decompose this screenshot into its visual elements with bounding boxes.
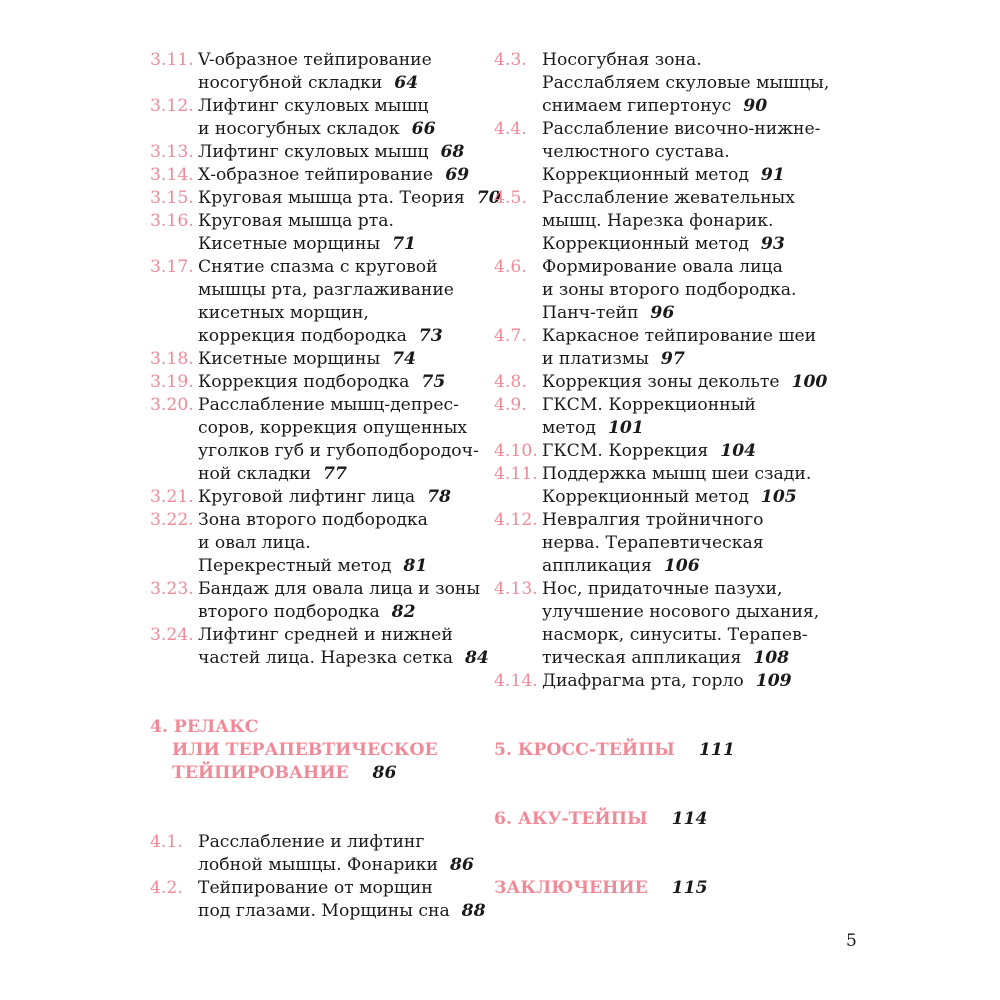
entry-title-line: Перекрестный метод 81 [198,556,428,576]
entry-title-line: Коррекционный метод 91 [542,165,785,185]
entry-number: 4.5. [494,188,527,208]
toc-entry[interactable] [494,325,834,371]
entry-number: 3.19. [150,372,194,392]
entry-page-number: 69 [445,165,470,185]
toc-entry[interactable] [494,118,834,187]
entry-number: 4.3. [494,50,527,70]
entry-page-number: 96 [650,303,675,323]
entry-number: 4.10. [494,441,538,461]
entry-title-line: частей лица. Нарезка сетка 84 [198,648,489,668]
toc-left-column [150,49,501,923]
entry-title-line: и овал лица. [198,533,311,553]
entry-title-line: и зоны второго подбородка. [542,280,797,300]
entry-title-line: кисетных морщин, [198,303,369,323]
entry-title-line: Расслабление жевательных [542,188,795,208]
entry-title [198,95,480,141]
entry-title-line: Формирование овала лица [542,257,783,277]
entry-number: 4.1. [150,832,183,852]
entry-number: 4.11. [494,464,538,484]
entry-title [198,578,480,624]
entry-page-number: 108 [753,648,790,668]
entry-title [542,371,834,394]
entry-title [542,49,834,118]
section-title-line: 6. АКУ-ТЕЙПЫ 114 [494,809,708,829]
entry-number: 3.13. [150,142,194,162]
entry-page-number: 71 [392,234,417,254]
entry-title-line: Панч-тейп 96 [542,303,675,323]
entry-title-line: Носогубная зона. [542,50,702,70]
entry-page-number: 68 [440,142,465,162]
spacer [150,785,480,831]
section-title-line: ТЕЙПИРОВАНИЕ 86 [172,763,397,783]
entry-title-line: Лифтинг скуловых мышц [198,96,429,116]
entry-title-line: Нос, придаточные пазухи, [542,579,783,599]
entry-title [198,256,480,348]
entry-number: 3.24. [150,625,194,645]
entry-title-line: метод 101 [542,418,644,438]
entry-title-line: челюстного сустава. [542,142,730,162]
entry-title [198,49,480,95]
entry-number: 4.7. [494,326,527,346]
toc-entry[interactable] [150,95,480,141]
entry-page-number: 88 [461,901,486,921]
entry-number: 3.11. [150,50,194,70]
toc-group-chapter-4-start [150,831,486,923]
toc-entry[interactable] [150,371,480,394]
entry-title [198,486,480,509]
entry-title-line: V-образное тейпирование [198,50,432,70]
entry-title-line: тическая аппликация 108 [542,648,790,668]
entry-title [542,578,834,670]
entry-title [198,187,501,210]
entry-title [198,348,480,371]
toc-entry[interactable] [150,578,480,624]
section-title-line: 5. КРОСС-ТЕЙПЫ 111 [494,740,735,760]
entry-number: 3.14. [150,165,194,185]
entry-number: 4.6. [494,257,527,277]
toc-group-chapter-4 [494,49,834,693]
entry-title-line: Каркасное тейпирование шеи [542,326,817,346]
toc-entry[interactable] [150,49,480,95]
toc-entry[interactable] [494,394,834,440]
entry-title-line: мышцы рта, разглаживание [198,280,454,300]
toc-entry[interactable] [150,509,480,578]
spacer [494,831,834,877]
entry-title-line: Расслабление височно-нижне- [542,119,821,139]
toc-entry[interactable] [150,877,486,923]
toc-entry[interactable] [494,670,834,693]
entry-number: 3.18. [150,349,194,369]
spacer [150,670,480,716]
entry-page-number: 78 [427,487,451,507]
entry-title [198,394,480,486]
entry-number: 4.4. [494,119,527,139]
entry-page-number: 109 [755,671,792,691]
entry-title-line: Круговая мышца рта. Теория 70 [198,188,501,208]
entry-title-line: Невралгия тройничного [542,510,764,530]
entry-title [542,118,834,187]
spacer [494,762,834,808]
entry-title [198,624,489,670]
toc-entry[interactable] [494,509,834,578]
entry-number: 3.22. [150,510,194,530]
entry-title-line: Расслабляем скуловые мышцы, [542,73,830,93]
entry-number: 4.14. [494,671,538,691]
entry-title-line: Расслабление мышц-депрес- [198,395,459,415]
entry-title [198,371,480,394]
entry-page-number: 81 [403,556,428,576]
entry-page-number: 77 [323,464,347,484]
entry-title-line: нерва. Терапевтическая [542,533,764,553]
entry-title-line: Круговая мышца рта. [198,211,395,231]
toc-entry[interactable] [150,141,480,164]
toc-entry[interactable] [494,371,834,394]
entry-title-line: Коррекция подбородка 75 [198,372,446,392]
entry-title-line: Коррекционный метод 93 [542,234,785,254]
entry-page-number: 66 [411,119,436,139]
entry-title-line: под глазами. Морщины сна 88 [198,901,486,921]
entry-title [542,463,834,509]
entry-number: 4.12. [494,510,538,530]
toc-entry[interactable] [150,486,480,509]
entry-title-line: Тейпирование от морщин [198,878,433,898]
entry-title-line: носогубной складки 64 [198,73,419,93]
section-page-number: 114 [671,809,708,829]
entry-page-number: 106 [663,556,700,576]
toc-entry[interactable] [150,164,480,187]
entry-title-line: Коррекционный метод 105 [542,487,797,507]
entry-number: 3.16. [150,211,194,231]
entry-title-line: насморк, синуситы. Терапев- [542,625,808,645]
section-page-number: 86 [372,763,397,783]
entry-page-number: 93 [760,234,785,254]
entry-title-line: Снятие спазма с круговой [198,257,438,277]
toc-group-chapter-3 [150,49,501,670]
entry-title-line: Кисетные морщины 74 [198,349,417,369]
entry-title-line: аппликация 106 [542,556,700,576]
entry-title [198,210,480,256]
entry-page-number: 90 [743,96,768,116]
entry-title-line: снимаем гипертонус 90 [542,96,768,116]
entry-title-line: уголков губ и губоподбородоч- [198,441,479,461]
entry-number: 3.21. [150,487,194,507]
entry-page-number: 101 [607,418,644,438]
section-heading-4[interactable] [150,716,480,785]
entry-title-line: Расслабление и лифтинг [198,832,425,852]
entry-title [542,670,834,693]
entry-number: 4.13. [494,579,538,599]
section-heading-6[interactable] [494,808,834,831]
entry-page-number: 86 [449,855,474,875]
entry-title-line: Х-образное тейпирование 69 [198,165,470,185]
entry-number: 3.12. [150,96,194,116]
entry-number: 4.2. [150,878,183,898]
entry-page-number: 105 [760,487,797,507]
toc-entry[interactable] [494,440,834,463]
toc-entry[interactable] [150,624,489,670]
entry-page-number: 100 [791,372,828,392]
entry-title-line: и платизмы 97 [542,349,685,369]
page-number: 5 [846,931,857,951]
toc-right-column [494,49,834,900]
entry-page-number: 84 [464,648,489,668]
entry-title [198,509,480,578]
entry-title-line: Зона второго подбородка [198,510,428,530]
entry-page-number: 75 [421,372,446,392]
entry-title [198,831,480,877]
entry-title-line: лобной мышцы. Фонарики 86 [198,855,474,875]
entry-page-number: 73 [418,326,443,346]
entry-title-line: Бандаж для овала лица и зоны [198,579,481,599]
entry-title-line: соров, коррекция опущенных [198,418,468,438]
entry-title [542,440,834,463]
entry-title-line: ной складки 77 [198,464,347,484]
entry-title-line: Диафрагма рта, горло 109 [542,671,792,691]
toc-entry[interactable] [150,210,480,256]
section-title-line: 4. РЕЛАКС [150,717,259,737]
toc-entry[interactable] [150,256,480,348]
entry-title-line: Круговой лифтинг лица 78 [198,487,451,507]
entry-title-line: Поддержка мышц шеи сзади. [542,464,812,484]
entry-title-line: мышц. Нарезка фонарик. [542,211,774,231]
entry-number: 3.23. [150,579,194,599]
entry-page-number: 104 [720,441,757,461]
entry-title-line: Кисетные морщины 71 [198,234,417,254]
entry-number: 3.20. [150,395,194,415]
entry-title-line: и носогубных складок 66 [198,119,436,139]
entry-number: 3.17. [150,257,194,277]
entry-title [542,325,834,371]
toc-entry[interactable] [150,831,480,877]
entry-title [198,164,480,187]
entry-page-number: 91 [760,165,785,185]
section-heading-5[interactable] [494,739,834,762]
entry-number: 4.8. [494,372,527,392]
entry-title-line: второго подбородка 82 [198,602,416,622]
entry-page-number: 97 [660,349,685,369]
entry-title-line: ГКСМ. Коррекционный [542,395,756,415]
entry-title-line: ГКСМ. Коррекция 104 [542,441,757,461]
toc-entry[interactable] [150,348,480,371]
section-page-number: 111 [698,740,735,760]
entry-page-number: 70 [476,188,501,208]
entry-title-line: коррекция подбородка 73 [198,326,443,346]
toc-entry[interactable] [494,578,834,670]
entry-title [542,256,834,325]
entry-number: 4.9. [494,395,527,415]
toc-entry[interactable] [494,49,834,118]
spacer [494,693,834,739]
section-title-line: ЗАКЛЮЧЕНИЕ 115 [494,878,708,898]
entry-page-number: 82 [391,602,416,622]
entry-title [198,141,480,164]
entry-title-line: улучшение носового дыхания, [542,602,820,622]
entry-page-number: 64 [394,73,419,93]
toc-entry[interactable] [150,187,501,210]
entry-number: 3.15. [150,188,194,208]
entry-title-line: Коррекция зоны декольте 100 [542,372,828,392]
section-page-number: 115 [671,878,708,898]
toc-entry[interactable] [494,256,834,325]
entry-title [198,877,486,923]
entry-title [542,394,834,440]
entry-title-line: Лифтинг средней и нижней [198,625,453,645]
toc-entry[interactable] [494,187,834,256]
entry-title-line: Лифтинг скуловых мышц 68 [198,142,465,162]
entry-title [542,187,834,256]
entry-title [542,509,834,578]
toc-entry[interactable] [494,463,834,509]
section-heading-conclusion[interactable] [494,877,834,900]
entry-page-number: 74 [392,349,417,369]
section-title-line: ИЛИ ТЕРАПЕВТИЧЕСКОЕ [172,740,438,760]
toc-entry[interactable] [150,394,480,486]
